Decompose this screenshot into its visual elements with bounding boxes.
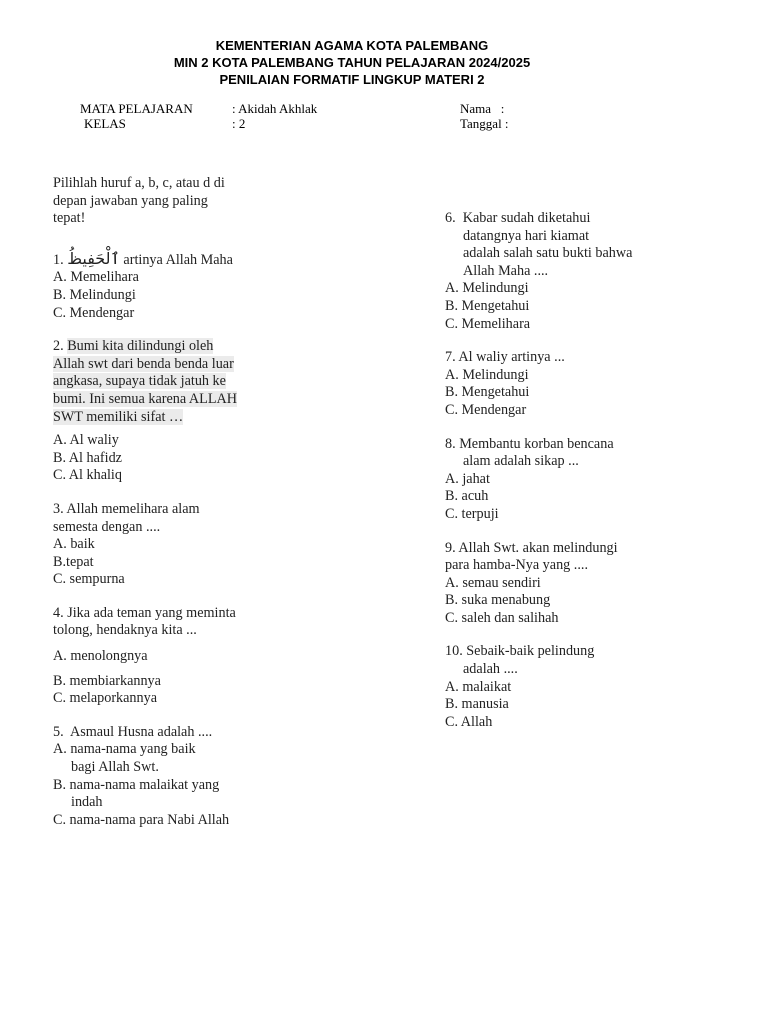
left-column [53, 175, 293, 845]
option-b[interactable]: B. nama-nama malaikat yang [53, 776, 220, 793]
question-text: alam adalah sikap ... [463, 453, 579, 470]
option-a[interactable]: A. jahat [445, 470, 490, 487]
option-a[interactable]: A. Al waliy [53, 432, 119, 449]
option-c[interactable]: C. Mendengar [445, 401, 527, 418]
question-text: para hamba-Nya yang .... [445, 557, 588, 574]
question-number: 2. [53, 338, 64, 355]
option-b[interactable]: B. Mengetahui [445, 297, 530, 314]
option-b[interactable]: B.tepat [53, 553, 94, 570]
question-9 [445, 540, 690, 628]
class-label: KELAS [84, 116, 126, 131]
question-line: SWT memiliki sifat … [53, 408, 184, 425]
question-2 [53, 338, 293, 485]
question-text [53, 338, 293, 426]
option-a[interactable]: A. Melindungi [445, 280, 529, 297]
question-text: 4. Jika ada teman yang meminta [53, 604, 236, 621]
class-value: : 2 [232, 116, 246, 131]
header-assessment: PENILAIAN FORMATIF LINGKUP MATERI 2 [219, 72, 485, 87]
question-text: 8. Membantu korban bencana [445, 435, 614, 452]
option-c[interactable]: C. sempurna [53, 571, 125, 588]
option-c[interactable]: C. saleh dan salihah [445, 609, 559, 626]
right-column [445, 210, 690, 747]
option-a[interactable]: A. Memelihara [53, 269, 139, 286]
date-label: Tanggal : [460, 116, 509, 131]
question-text: 10. Sebaik-baik pelindung [445, 643, 595, 660]
question-text: adalah salah satu bukti bahwa [463, 245, 633, 262]
question-text [53, 250, 293, 270]
question-line: Bumi kita dilindungi oleh [67, 338, 214, 355]
option-b[interactable]: B. Al hafidz [53, 449, 122, 466]
question-text: tolong, hendaknya kita ... [53, 622, 197, 639]
instruction-line: depan jawaban yang paling [53, 192, 208, 209]
document-header [0, 37, 704, 88]
question-number: 1. [53, 251, 64, 268]
option-c[interactable]: C. Al khaliq [53, 467, 122, 484]
question-7 [445, 349, 690, 419]
question-line: bumi. Ini semua karena ALLAH [53, 390, 237, 407]
question-8 [445, 436, 690, 524]
option-c[interactable]: C. Mendengar [53, 304, 135, 321]
question-text: semesta dengan .... [53, 518, 161, 535]
subject-label: MATA PELAJARAN [80, 101, 193, 116]
option-b[interactable]: B. suka menabung [445, 592, 551, 609]
question-line: Allah swt dari benda benda luar [53, 355, 234, 372]
question-text: 9. Allah Swt. akan melindungi [445, 539, 618, 556]
option-a[interactable]: A. semau sendiri [445, 574, 541, 591]
option-b[interactable]: B. Melindungi [53, 286, 136, 303]
subject-value: : Akidah Akhlak [232, 101, 318, 116]
option-c[interactable]: C. nama-nama para Nabi Allah [53, 811, 230, 828]
option-a[interactable]: A. Melindungi [445, 366, 529, 383]
option-b[interactable]: B. membiarkannya [53, 672, 161, 689]
student-info [460, 101, 509, 131]
question-text: 6. Kabar sudah diketahui [445, 210, 591, 226]
question-10 [445, 643, 690, 731]
question-4 [53, 605, 293, 708]
header-school: MIN 2 KOTA PALEMBANG TAHUN PELAJARAN 2024/2025 [173, 55, 531, 70]
question-text: 5. Asmaul Husna adalah .... [53, 723, 213, 740]
question-1 [53, 250, 293, 322]
option-c[interactable]: C. terpuji [445, 505, 499, 522]
option-b[interactable]: B. Mengetahui [445, 384, 530, 401]
question-6 [445, 210, 690, 333]
option-c[interactable]: C. Memelihara [445, 315, 531, 332]
option-b[interactable]: B. manusia [445, 696, 509, 713]
header-ministry: KEMENTERIAN AGAMA KOTA PALEMBANG [215, 38, 489, 53]
option-a[interactable]: A. malaikat [445, 678, 512, 695]
option-c[interactable]: C. Allah [445, 713, 493, 730]
question-text: 7. Al waliy artinya ... [445, 349, 565, 366]
name-label: Nama : [460, 101, 505, 116]
question-5 [53, 724, 293, 830]
option-b[interactable]: B. acuh [445, 488, 489, 505]
question-text-tail: artinya Allah Maha [123, 251, 233, 268]
subject-info [80, 101, 317, 131]
option-a[interactable]: A. baik [53, 536, 95, 553]
question-line: angkasa, supaya tidak jatuh ke [53, 373, 226, 390]
instruction-line: Pilihlah huruf a, b, c, atau d di [53, 175, 225, 191]
option-a-cont[interactable]: bagi Allah Swt. [71, 759, 159, 776]
option-a[interactable]: A. nama-nama yang baik [53, 741, 196, 758]
question-text: datangnya hari kiamat [463, 227, 590, 244]
question-3 [53, 501, 293, 589]
option-b-cont[interactable]: indah [71, 794, 103, 811]
option-c[interactable]: C. melaporkannya [53, 690, 158, 707]
question-text: adalah .... [463, 661, 518, 678]
question-text: Allah Maha .... [463, 262, 549, 279]
question-text: 3. Allah memelihara alam [53, 500, 200, 517]
option-a[interactable]: A. menolongnya [53, 648, 148, 665]
instruction [53, 175, 293, 228]
instruction-line: tepat! [53, 210, 86, 227]
arabic-term: ٱلْحَفِيظُ [67, 248, 120, 268]
